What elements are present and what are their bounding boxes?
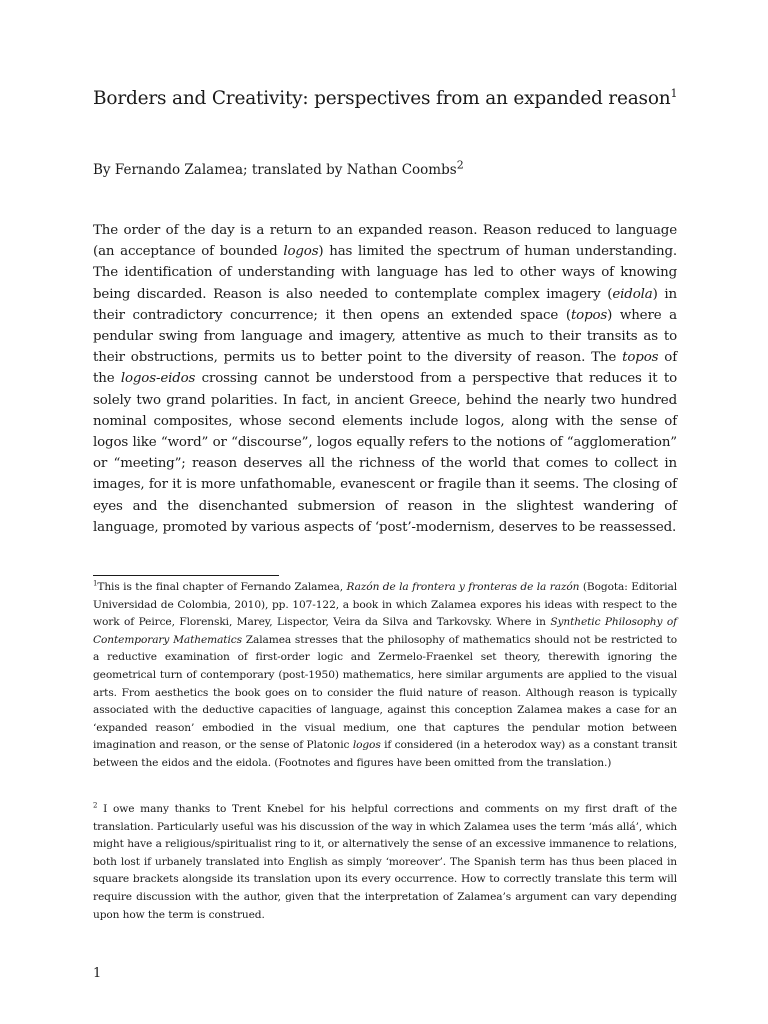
- body-text-segment: crossing cannot be understood from a perspective that reduces it to solely two grand polarities. In fact, in ancient Greece, behind the nearly two hundred nominal composites, whose second elements include logos, along with the sense of logos like “word” or “discourse”, logos equally refers to the notions of “agglomeration” or “meeting”; reason deserves all the richness of the world that comes to collect in images, for it is more unfathomable, evanescent or fragile than it seems. The closing of eyes and the disenchanted submersion of reason in the slightest wandering of language, promoted by various aspects of ‘post’-modernism, deserves to be reassessed.: [93, 371, 677, 535]
- footnote-2: [93, 801, 677, 924]
- body-text-segment: ) has limited the spectrum of human understanding. The identification of understanding with language has led to other ways of knowing being discarded. Reason is also needed to contemplate complex imagery (: [93, 244, 677, 302]
- document-title: [93, 86, 693, 112]
- body-text-segment: ) in their contradictory concurrence; it then opens an extended space (: [93, 286, 677, 323]
- body-italic-term: logos-eidos: [120, 371, 196, 387]
- byline: [93, 160, 693, 180]
- footnote-separator: [93, 575, 279, 576]
- footnote-text-segment: if considered (in a heterodox way) as a constant transit between the eidos and the eidola. (Footnotes and figures have been omitted from the translation.): [93, 739, 677, 769]
- title-text: Borders and Creativity: perspectives from an expanded reason: [93, 88, 671, 109]
- footnote-2-marker: 2: [93, 801, 98, 810]
- body-italic-term: eidola: [612, 286, 653, 302]
- footnote-text-segment: Zalamea stresses that the philosophy of mathematics should not be restricted to a reductive examination of first-order logic and Zermelo-Fraenkel set theory, therewith ignoring the geometrical turn of contemporary (post-1950) mathematics, here similar arguments are applied to the visual arts. From aesthetics the book goes on to consider the fluid nature of reason. Although reason is typically associated with the deductive capacities of language, against this conception Zalamea makes a case for an ‘expanded reason’ embodied in the visual medium, one that captures the pendular motion between imagination and reason, or the sense of Platonic: [93, 633, 678, 752]
- footnote-italic-title: Razón de la frontera y fronteras de la razón: [346, 581, 580, 593]
- title-footnote-marker[interactable]: 1: [670, 86, 678, 100]
- footnote-italic-title: Synthetic Philosophy of Contemporary Mathematics: [93, 616, 677, 646]
- body-text-segment: of the: [93, 350, 677, 387]
- footnote-italic-term: logos: [352, 739, 381, 752]
- byline-footnote-marker[interactable]: 2: [456, 158, 464, 172]
- body-paragraph: [93, 220, 677, 538]
- footnote-text-segment: This is the final chapter of Fernando Zalamea,: [97, 581, 347, 593]
- byline-text: By Fernando Zalamea; translated by Nathan Coombs: [93, 162, 457, 178]
- page-number: 1: [93, 966, 102, 981]
- footnote-text-segment: I owe many thanks to Trent Knebel for his helpful corrections and comments on my first draft of the translation. Particularly useful was his discussion of the way in which Zalamea uses the term ‘más allá’, which might have a religious/spiritualist ring to it, or alternatively the sense of an excessive immanence to relations, both lost if urbanely translated into English as simply ‘moreover’. The Spanish term has thus been placed in square brackets alongside its translation upon its every occurrence. How to correctly translate this term will require discussion with the author, given that the interpretation of Zalamea’s argument can vary depending upon how the term is construed.: [93, 803, 677, 921]
- body-text-segment: The order of the day is a return to an expanded reason. Reason reduced to language (an acceptance of bounded: [93, 223, 677, 260]
- footnote-1-marker: 1: [93, 579, 98, 588]
- body-italic-term: topos: [570, 307, 608, 323]
- body-text-segment: ) where a pendular swing from language and imagery, attentive as much to their transits as to their obstructions, permits us to better point to the diversity of reason. The: [93, 307, 677, 366]
- body-italic-term: topos: [622, 350, 659, 366]
- footnote-text-segment: (Bogota: Editorial Universidad de Colombia, 2010), pp. 107-122, a book in which Zalamea expores his ideas with respect to the work of Peirce, Florenski, Marey, Lispector, Veira da Silva and Tarkovsky. Where in: [93, 581, 677, 629]
- footnote-1: [93, 579, 677, 773]
- body-italic-term: logos: [283, 244, 319, 260]
